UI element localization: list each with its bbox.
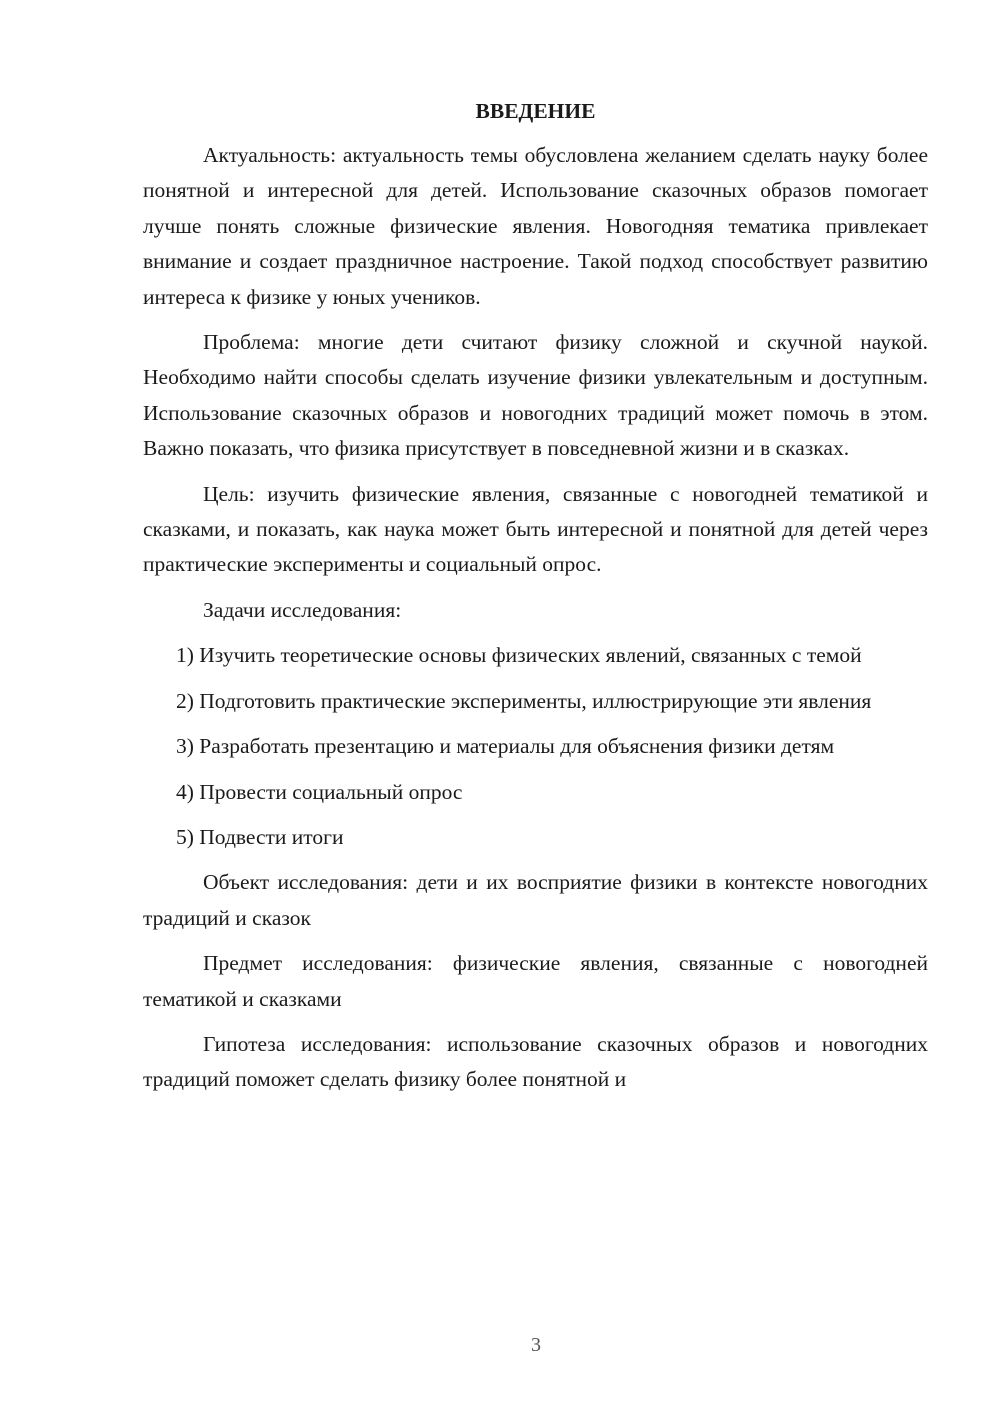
task-item: 4) Провести социальный опрос bbox=[176, 779, 463, 804]
task-item: 3) Разработать презентацию и материалы для объяснения физики детям bbox=[176, 734, 835, 759]
page-content bbox=[143, 96, 928, 1108]
paragraph-object: Объект исследования: дети и их восприятие физики в контексте новогодних традиций и сказок bbox=[143, 870, 928, 930]
paragraph-subject: Предмет исследования: физические явления, связанные с новогодней тематикой и сказками bbox=[143, 951, 928, 1011]
task-item: 5) Подвести итоги bbox=[176, 824, 344, 849]
paragraph-hypothesis: Гипотеза исследования: использование сказочных образов и новогодних традиций поможет сделать физику более понятной и bbox=[143, 1031, 928, 1092]
paragraph-relevance: Актуальность: актуальность темы обусловлена желанием сделать науку более понятной и интересной для детей. Использование сказочных образов помогает лучше понять сложные физические явления. Новогодняя тематика привлекает внимание и создает праздничное настроение. Такой подход способствует развитию интереса к физике у юных учеников. bbox=[143, 143, 928, 309]
task-item: 2) Подготовить практические эксперименты, иллюстрирующие эти явления bbox=[176, 688, 872, 713]
paragraph-problem: Проблема: многие дети считают физику сложной и скучной наукой. Необходимо найти способы сделать изучение физики увлекательным и доступным. Использование сказочных образов и новогодних традиций может помочь в этом. Важно показать, что физика присутствует в повседневной жизни и в сказках. bbox=[143, 330, 928, 461]
paragraph-goal: Цель: изучить физические явления, связанные с новогодней тематикой и сказками, и показать, как наука может быть интересной и понятной для детей через практические эксперименты и социальный опрос. bbox=[143, 481, 928, 577]
page-number: 3 bbox=[531, 1334, 541, 1356]
page-title: ВВЕДЕНИЕ bbox=[475, 99, 596, 123]
task-item: 1) Изучить теоретические основы физических явлений, связанных с темой bbox=[176, 643, 862, 668]
paragraph-tasks-heading: Задачи исследования: bbox=[203, 597, 402, 622]
